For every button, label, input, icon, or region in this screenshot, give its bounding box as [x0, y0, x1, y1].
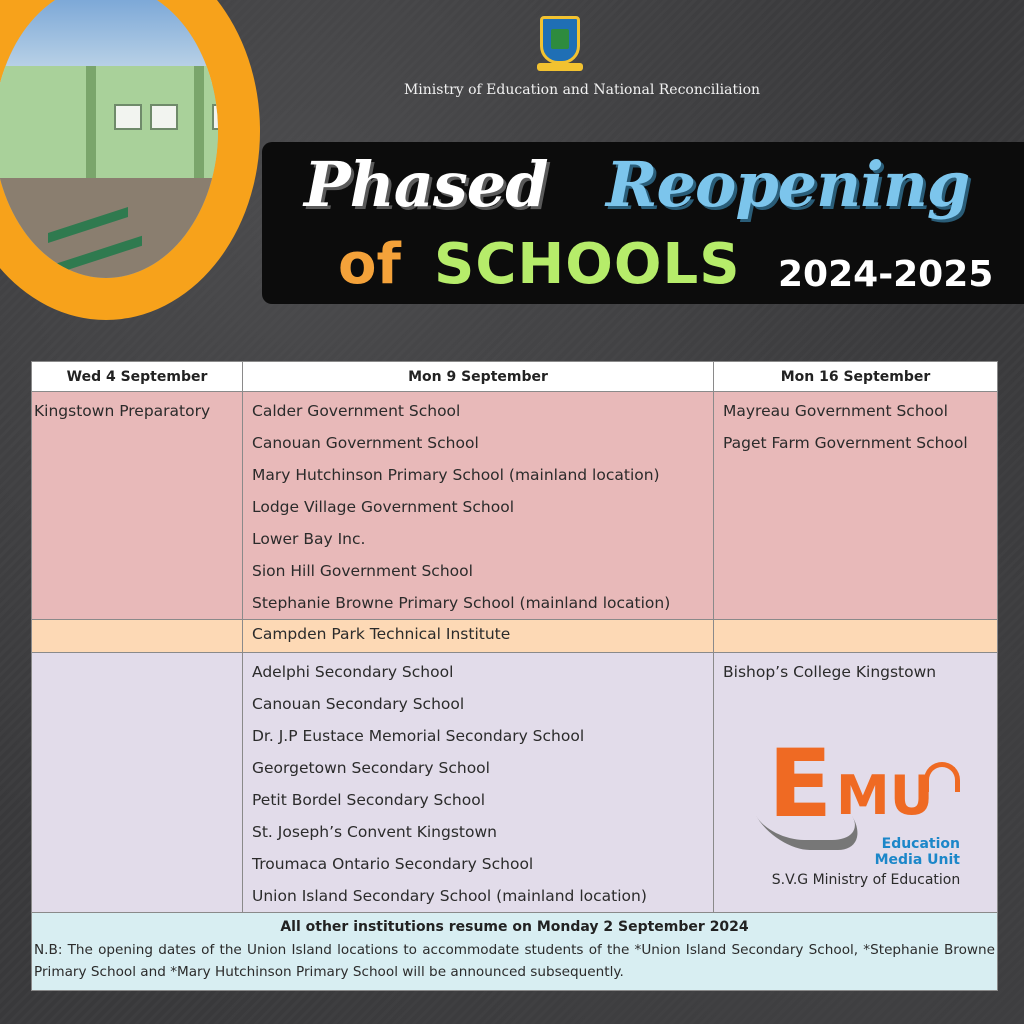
photo-scene — [0, 0, 218, 278]
building-pillar — [86, 66, 96, 178]
emu-logo-e: E — [768, 730, 833, 839]
primary-mon16-cell — [714, 392, 998, 620]
header-mon-9-september: Mon 9 September — [243, 362, 714, 392]
secondary-wed-cell — [32, 653, 243, 913]
photo-floor — [0, 178, 218, 278]
list-item: Canouan Secondary School — [252, 695, 465, 713]
emu-logo-education: Education — [881, 836, 960, 852]
title-year: 2024-2025 — [778, 254, 994, 295]
list-item: Lodge Village Government School — [252, 498, 515, 516]
list-item: Dr. J.P Eustace Memorial Secondary School — [252, 727, 585, 745]
headphone-icon — [924, 762, 960, 792]
school-photo — [0, 0, 260, 320]
list-item: Union Island Secondary School (mainland location) — [252, 887, 647, 905]
notes-cell — [32, 913, 998, 991]
notes-row — [32, 913, 998, 991]
technical-wed-cell — [32, 620, 243, 653]
list-item: Stephanie Browne Primary School (mainland location) — [252, 594, 671, 612]
table-header-row — [32, 362, 998, 392]
technical-mon16-cell — [714, 620, 998, 653]
primary-schools-row — [32, 392, 998, 620]
title-reopening: Reopening — [606, 148, 970, 221]
technical-mon9-cell — [243, 620, 714, 653]
header-wed-4-september: Wed 4 September — [32, 362, 243, 392]
title-of: of — [338, 232, 401, 297]
list-item: St. Joseph’s Convent Kingstown — [252, 823, 497, 841]
list-item: Sion Hill Government School — [252, 562, 473, 580]
building-window — [212, 104, 240, 130]
list-item: Lower Bay Inc. — [252, 530, 366, 548]
list-item: Adelphi Secondary School — [252, 663, 454, 681]
emu-logo — [756, 730, 976, 896]
header-mon-16-september: Mon 16 September — [714, 362, 998, 392]
list-item: Canouan Government School — [252, 434, 479, 452]
ministry-name: Ministry of Education and National Reconciliation — [403, 82, 761, 98]
secondary-mon9-cell — [243, 653, 714, 913]
primary-mon9-cell — [243, 392, 714, 620]
building-pillar — [194, 66, 204, 178]
list-item: Troumaca Ontario Secondary School — [252, 855, 534, 873]
other-institutions-note: All other institutions resume on Monday 2 September 2024 — [280, 919, 749, 935]
list-item: Paget Farm Government School — [723, 434, 968, 452]
emu-logo-ministry: S.V.G Ministry of Education — [771, 872, 961, 888]
nb-note: N.B: The opening dates of the Union Island locations to accommodate students of the *Union Island Secondary School, *Stephanie Browne Primary School and *Mary Hutchinson Primary School will be announced subsequently. — [34, 942, 995, 980]
list-item: Petit Bordel Secondary School — [252, 791, 486, 809]
title-schools: SCHOOLS — [434, 232, 741, 297]
emu-logo-media-unit: Media Unit — [874, 852, 960, 868]
coat-of-arms-icon — [540, 16, 580, 64]
list-item: Georgetown Secondary School — [252, 759, 490, 777]
reopening-schedule-table — [31, 361, 998, 991]
crest-shield — [551, 29, 569, 49]
list-item: Mary Hutchinson Primary School (mainland location) — [252, 466, 660, 484]
list-item: Kingstown Preparatory — [34, 402, 211, 420]
technical-institute-row — [32, 620, 998, 653]
primary-wed-cell — [32, 392, 243, 620]
building-window — [150, 104, 178, 130]
title-banner — [262, 142, 1024, 304]
title-phased: Phased — [304, 148, 548, 221]
crest-ribbon — [537, 63, 583, 71]
photo-building — [0, 66, 218, 178]
list-item: Mayreau Government School — [723, 402, 948, 420]
emu-logo-mu: MU — [836, 764, 934, 827]
list-item: Campden Park Technical Institute — [252, 625, 511, 643]
building-window — [114, 104, 142, 130]
list-item: Calder Government School — [252, 402, 461, 420]
list-item: Bishop’s College Kingstown — [723, 663, 937, 681]
